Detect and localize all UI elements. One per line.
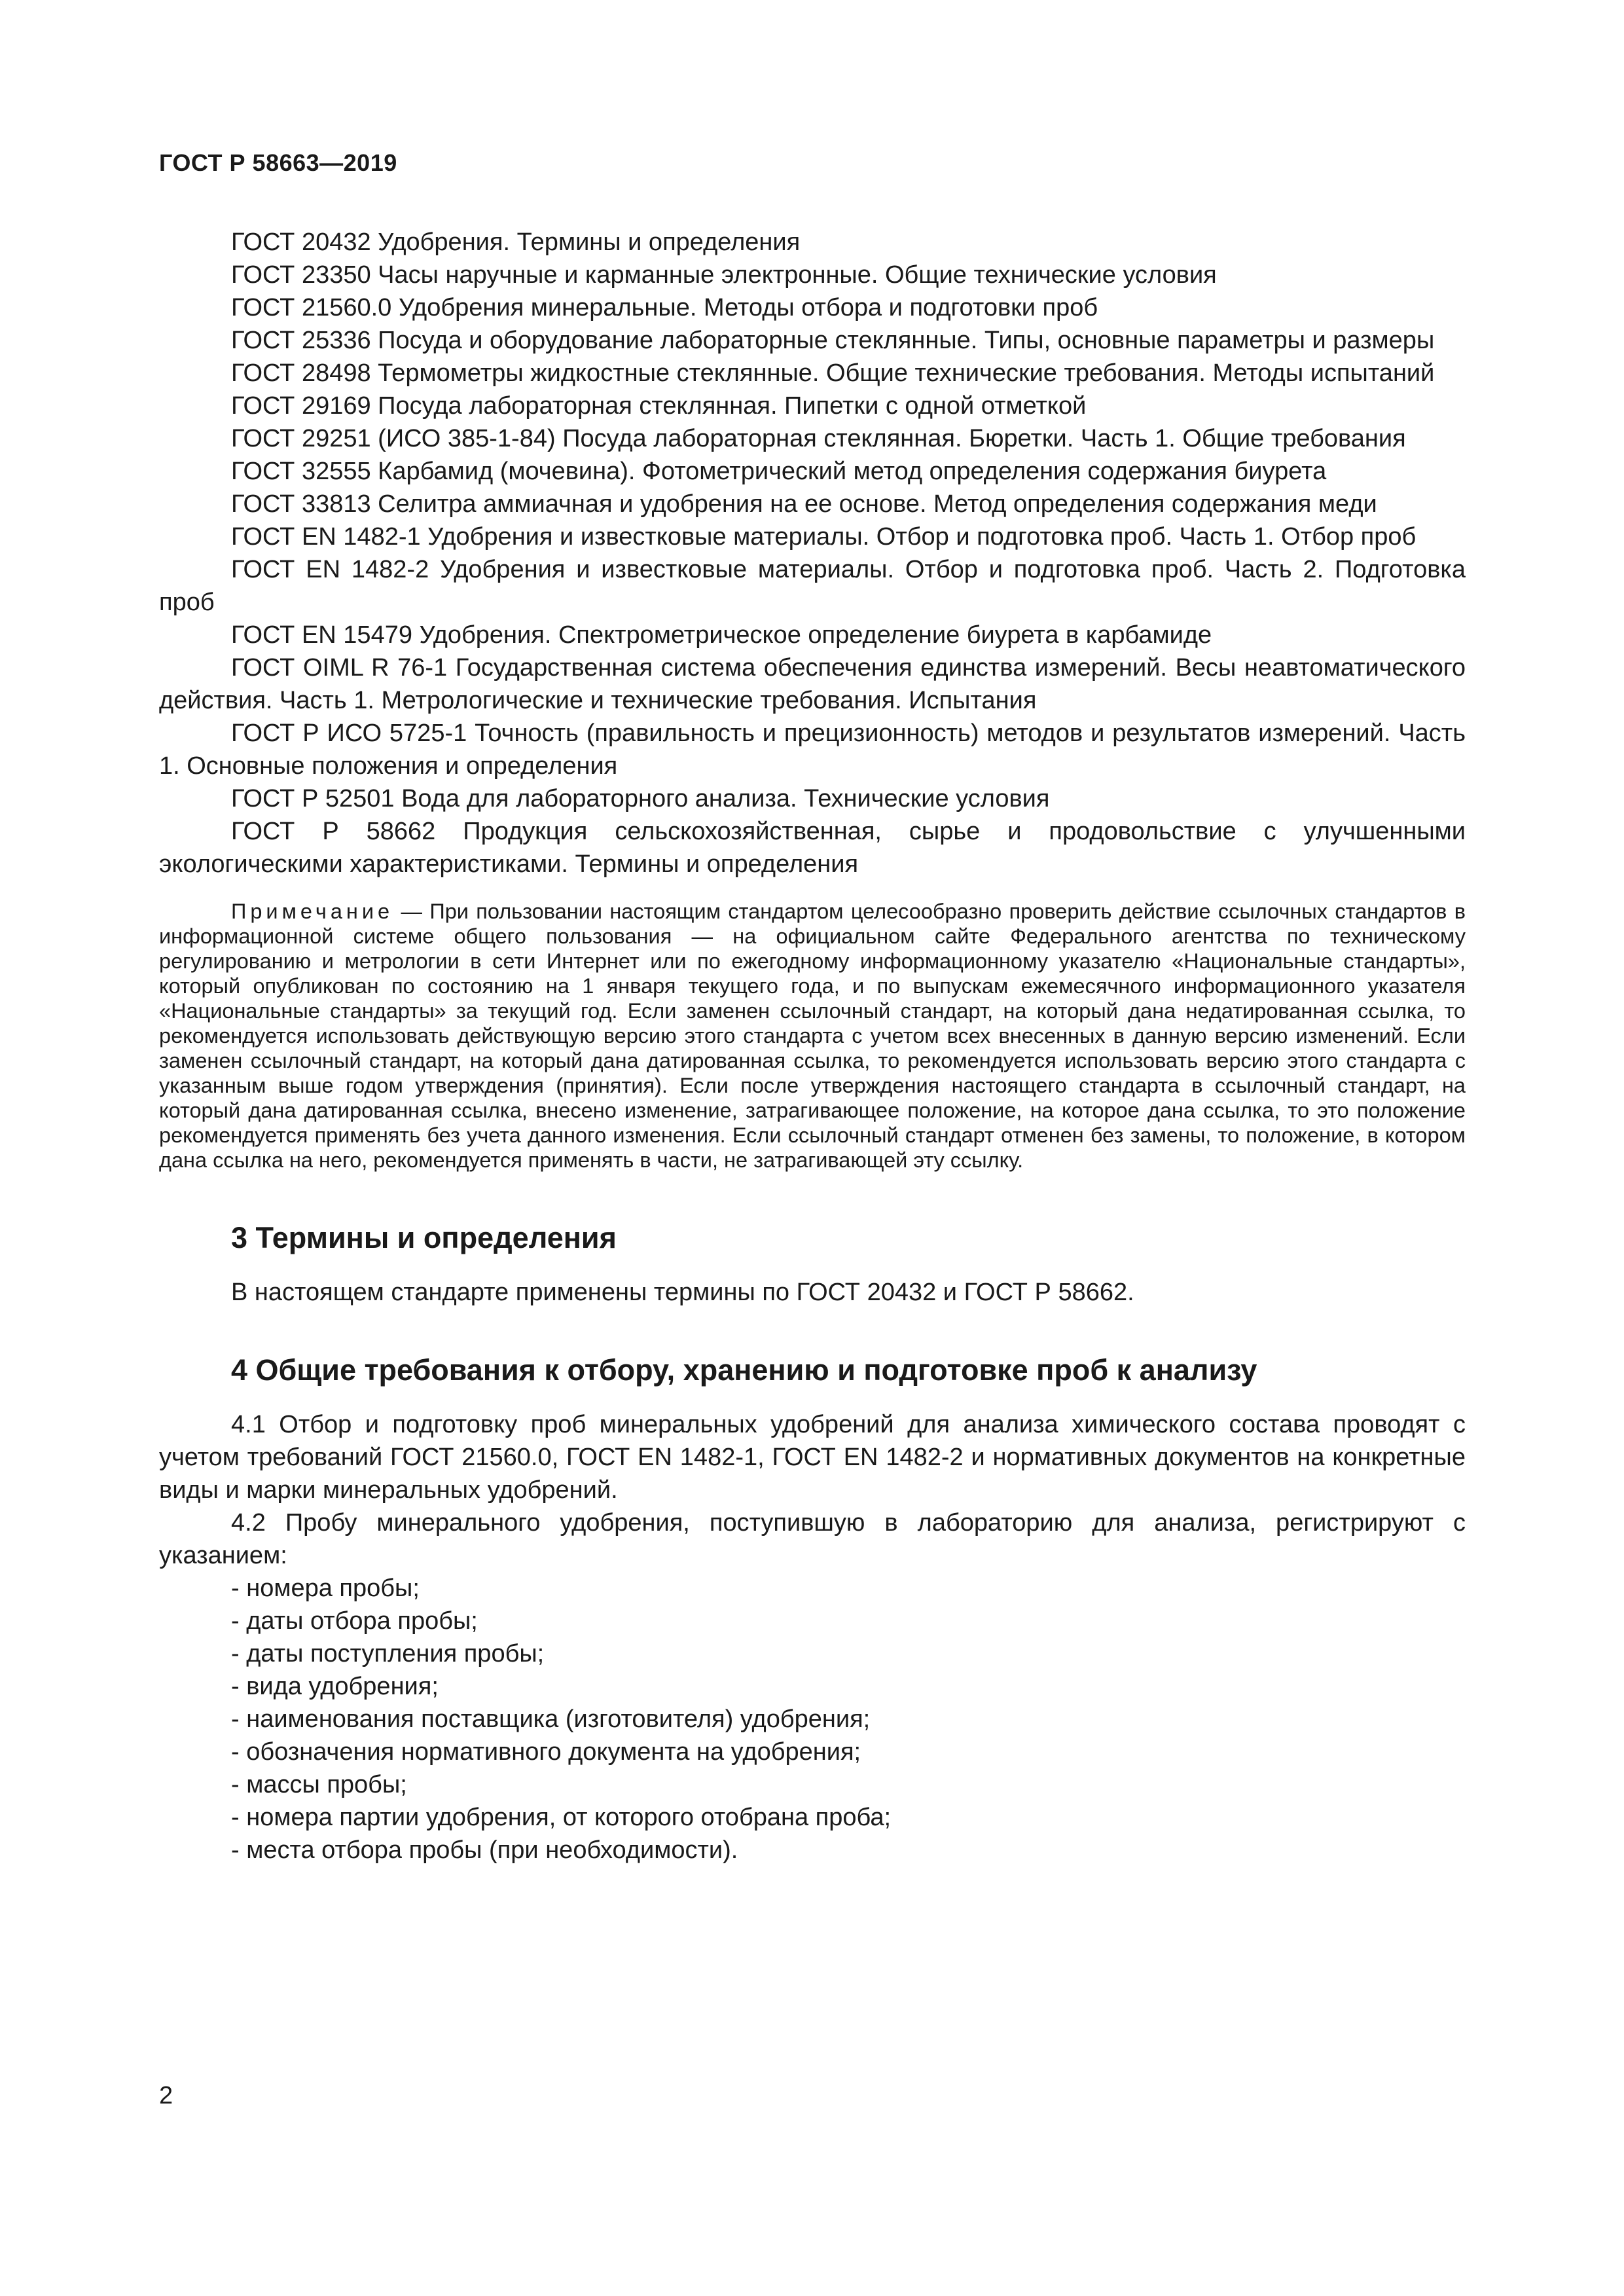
list-item: - места отбора пробы (при необходимости). <box>231 1836 738 1864</box>
reference-item: ГОСТ OIML R 76-1 Государственная система обеспечения единства измерений. Весы неавтоматического действия. Часть 1. Метрологические и технические требования. Испытания <box>159 654 1466 714</box>
note-label: Примечание <box>231 900 394 923</box>
clause-4-1: 4.1 Отбор и подготовку проб минеральных удобрений для анализа химического состава проводят с учетом требований ГОСТ 21560.0, ГОСТ EN 1482-1, ГОСТ EN 1482-2 и нормативных документов на конкретные виды и марки минеральных удобрений. <box>159 1411 1466 1504</box>
list-item: - обозначения нормативного документа на удобрения; <box>231 1738 861 1766</box>
list-item: - наименования поставщика (изготовителя) удобрения; <box>231 1705 871 1733</box>
registration-items-list <box>159 1572 1466 1867</box>
list-item: - вида удобрения; <box>231 1673 439 1700</box>
reference-item: ГОСТ EN 1482-2 Удобрения и известковые материалы. Отбор и подготовка проб. Часть 2. Подготовка проб <box>159 556 1466 616</box>
reference-item: ГОСТ 25336 Посуда и оборудование лабораторные стеклянные. Типы, основные параметры и размеры <box>231 327 1435 354</box>
reference-item: ГОСТ Р 52501 Вода для лабораторного анализа. Технические условия <box>231 785 1050 812</box>
reference-item: ГОСТ 23350 Часы наручные и карманные электронные. Общие технические условия <box>231 261 1217 289</box>
reference-item: ГОСТ 29251 (ИСО 385-1-84) Посуда лабораторная стеклянная. Бюретки. Часть 1. Общие требования <box>231 425 1406 452</box>
reference-item: ГОСТ Р ИСО 5725-1 Точность (правильность и прецизионность) методов и результатов измерений. Часть 1. Основные положения и определения <box>159 720 1466 780</box>
list-item: - номера пробы; <box>231 1575 420 1602</box>
references-list <box>159 226 1466 881</box>
list-item: - массы пробы; <box>231 1771 407 1798</box>
page-number: 2 <box>159 2082 173 2109</box>
section-4-heading: 4 Общие требования к отбору, хранению и подготовке проб к анализу <box>231 1353 1257 1387</box>
clause-4-2: 4.2 Пробу минерального удобрения, поступившую в лабораторию для анализа, регистрируют с указанием: <box>159 1509 1466 1569</box>
section-3-heading: 3 Термины и определения <box>231 1221 617 1254</box>
section-3-text: В настоящем стандарте применены термины по ГОСТ 20432 и ГОСТ Р 58662. <box>231 1279 1134 1306</box>
reference-item: ГОСТ EN 15479 Удобрения. Спектрометрическое определение биурета в карбамиде <box>231 621 1212 649</box>
reference-item: ГОСТ EN 1482-1 Удобрения и известковые материалы. Отбор и подготовка проб. Часть 1. Отбор проб <box>231 523 1416 551</box>
note-text: — При пользовании настоящим стандартом целесообразно проверить действие ссылочных стандартов в информационной системе общего пользования — на официальном сайте Федерального агентства по техническому регулированию и метрологии в сети Интернет или по ежегодному информационному указателю «Национальные стандарты», который опубликован по состоянию на 1 января текущего года, и по выпускам ежемесячного информационного указателя «Национальные стандарты» за текущий год. Если заменен ссылочный стандарт, на который дана недатированная ссылка, то рекомендуется использовать действующую версию этого стандарта с учетом всех внесенных в данную версию изменений. Если заменен ссылочный стандарт, на который дана датированная ссылка, то рекомендуется использовать версию этого стандарта с указанным выше годом утверждения (принятия). Если после утверждения настоящего стандарта в ссылочный стандарт, на который дана датированная ссылка, внесено изменение, затрагивающее положение, на которое дана ссылка, то это положение рекомендуется применять без учета данного изменения. Если ссылочный стандарт отменен без замены, то положение, в котором дана ссылка на него, рекомендуется применять в части, не затрагивающей эту ссылку. <box>159 900 1466 1172</box>
reference-item: ГОСТ 21560.0 Удобрения минеральные. Методы отбора и подготовки проб <box>231 294 1098 321</box>
reference-item: ГОСТ Р 58662 Продукция сельскохозяйственная, сырье и продовольствие с улучшенными экологическими характеристиками. Термины и определения <box>159 818 1466 878</box>
reference-item: ГОСТ 20432 Удобрения. Термины и определения <box>231 228 801 256</box>
reference-item: ГОСТ 29169 Посуда лабораторная стеклянная. Пипетки с одной отметкой <box>231 392 1087 420</box>
list-item: - номера партии удобрения, от которого отобрана проба; <box>231 1804 892 1831</box>
list-item: - даты поступления пробы; <box>231 1640 545 1667</box>
reference-item: ГОСТ 28498 Термометры жидкостные стеклянные. Общие технические требования. Методы испытаний <box>231 359 1435 387</box>
reference-item: ГОСТ 33813 Селитра аммиачная и удобрения на ее основе. Метод определения содержания меди <box>231 490 1377 518</box>
document-body <box>159 226 1466 1867</box>
document-header: ГОСТ Р 58663—2019 <box>159 149 397 176</box>
reference-note <box>159 899 1466 1173</box>
reference-item: ГОСТ 32555 Карбамид (мочевина). Фотометрический метод определения содержания биурета <box>231 458 1327 485</box>
list-item: - даты отбора пробы; <box>231 1607 478 1635</box>
